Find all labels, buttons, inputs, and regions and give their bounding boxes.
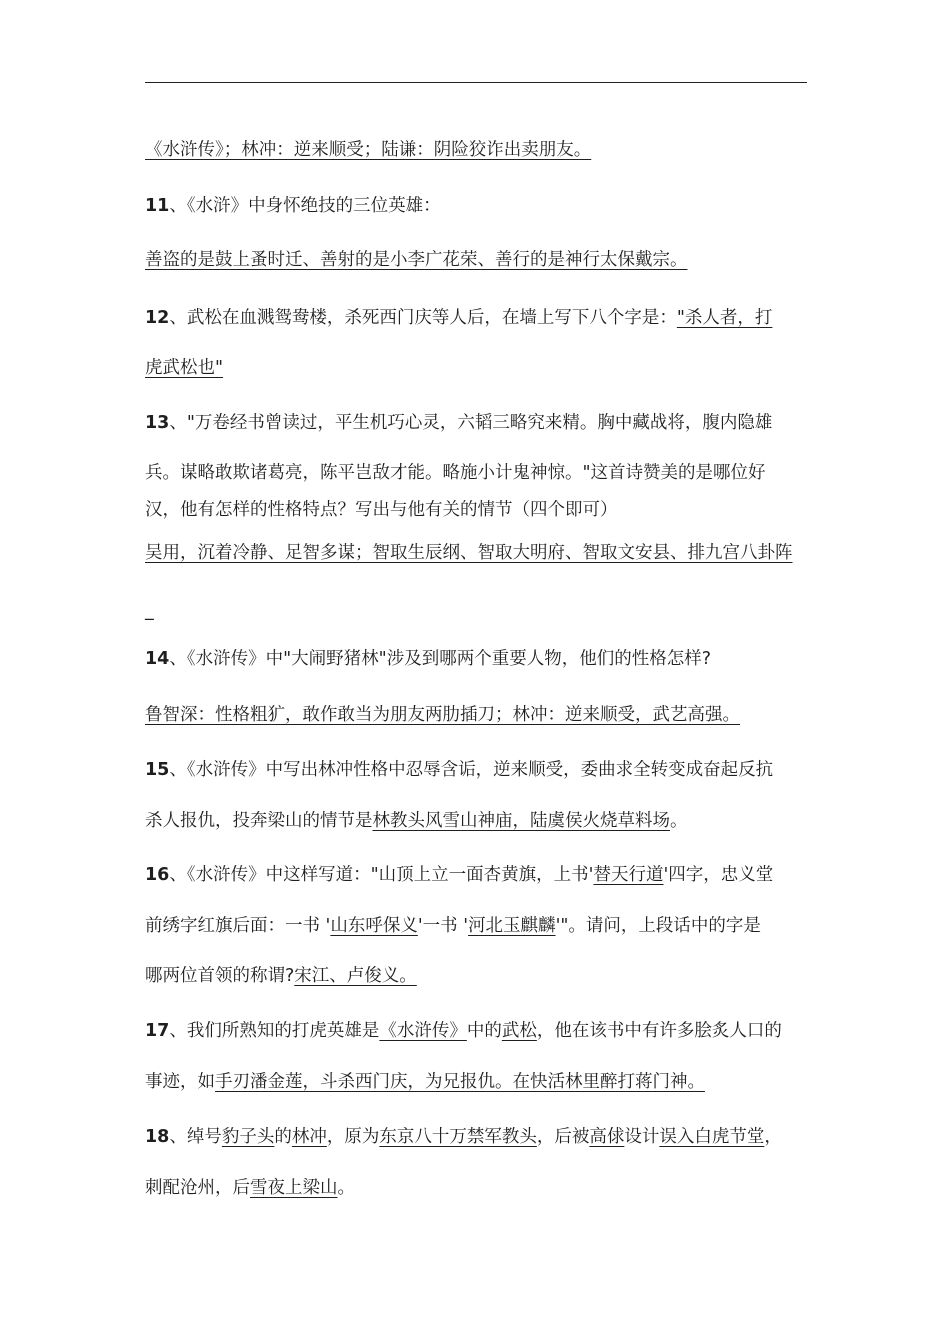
text-line [145,305,772,331]
text-line [145,1069,705,1095]
text-line [145,702,740,728]
answer-text: 东京八十万禁军教头 [379,1127,537,1147]
question-number: 16 [145,865,170,885]
text-segment: 设计 [624,1127,660,1147]
answer-text: 鲁智深：性格粗犷，敢作敢当为朋友两肋插刀；林冲：逆来顺受，武艺高强。 [145,705,740,725]
text-segment: 兵。谋略敢欺诸葛亮，陈平岂敌才能。略施小计鬼神惊。"这首诗赞美的是哪位好 [145,463,766,483]
answer-text: 误入白虎节堂 [659,1127,765,1147]
text-line [145,598,154,624]
answer-text: 雪夜上梁山 [250,1178,338,1198]
answer-text: 宋江、卢俊义。 [294,966,417,986]
text-segment: 、《水浒》中身怀绝技的三位英雄： [169,196,441,216]
text-line [145,1124,782,1150]
question-number: 13 [145,413,170,433]
text-segment: 汉，他有怎样的性格特点？写出与他有关的情节（四个即可） [145,500,618,520]
text-segment: 哪两位首领的称谓? [145,966,295,986]
question-number: 14 [145,649,170,669]
text-segment: 杀人报仇，投奔梁山的情节是 [145,811,373,831]
answer-text: 善盗的是鼓上蚤时迁、善射的是小李广花荣、善行的是神行太保戴宗。 [145,250,688,270]
text-segment: _ [145,601,154,621]
text-segment: ， [764,1127,782,1147]
answer-text: 手刃潘金莲，斗杀西门庆，为兄报仇。在快活林里醉打蒋门神。 [215,1072,705,1092]
text-segment: 、《水浒传》中写出林冲性格中忍辱含诟，逆来顺受，委曲求全转变成奋起反抗 [169,760,774,780]
text-line [145,193,441,219]
answer-text: 高俅 [589,1127,625,1147]
text-line [145,137,591,163]
text-segment: '一书 ' [417,916,469,936]
answer-text: 林冲 [291,1127,327,1147]
text-segment: ，原为 [326,1127,380,1147]
text-segment: '"。请问，上段话中的字是 [555,916,761,936]
text-segment: 、绰号 [169,1127,222,1147]
text-segment: 、我们所熟知的打虎英雄是 [169,1021,380,1041]
text-line [145,497,618,523]
text-line [145,862,773,888]
text-segment: 刺配沧州，后 [145,1178,250,1198]
text-segment: 。 [337,1178,355,1198]
text-line [145,757,773,783]
text-line [145,1018,782,1044]
answer-text: 豹子头 [221,1127,275,1147]
text-segment: 事迹，如 [145,1072,215,1092]
text-segment: 、"万卷经书曾读过，平生机巧心灵，六韬三略究来精。胸中藏战将，腹内隐雄 [169,413,773,433]
text-segment: 前绣字红旗后面：一书 ' [145,916,331,936]
text-segment: '四字，忠义堂 [663,865,774,885]
answer-text: 替天行道 [593,865,664,885]
text-line [145,355,223,381]
text-line [145,410,772,436]
answer-text: 《水浒传》 [379,1021,467,1041]
answer-text: 《水浒传》；林冲：逆来顺受；陆谦：阴险狡诈出卖朋友。 [145,140,592,160]
text-line [145,646,711,672]
text-line [145,247,688,273]
text-segment: 中的 [466,1021,502,1041]
text-segment: 、武松在血溅鸳鸯楼，杀死西门庆等人后，在墙上写下八个字是： [169,308,677,328]
answer-text: 吴用，沉着冷静、足智多谋；智取生辰纲、智取大明府、智取文安县、排九宫八卦阵 [145,543,793,563]
question-number: 12 [145,308,170,328]
text-line [145,963,417,989]
question-number: 18 [145,1127,170,1147]
text-line [145,913,761,939]
text-segment: ，后被 [536,1127,590,1147]
answer-text: 林教头风雪山神庙，陆虞侯火烧草料场 [372,811,670,831]
text-segment: ，他在该书中有许多脍炙人口的 [536,1021,782,1041]
question-number: 15 [145,760,170,780]
answer-text: 山东呼保义 [330,916,418,936]
text-segment: 的 [274,1127,292,1147]
text-line [145,808,688,834]
text-segment: 、《水浒传》中"大闹野猪林"涉及到哪两个重要人物，他们的性格怎样? [169,649,711,669]
answer-text: "杀人者，打 [676,308,773,328]
question-number: 11 [145,196,170,216]
text-line [145,1175,355,1201]
header-rule [145,82,807,83]
answer-text: 虎武松也" [145,358,224,378]
answer-text: 河北玉麒麟 [468,916,556,936]
text-segment: 、《水浒传》中这样写道："山顶上立一面杏黄旗，上书' [169,865,594,885]
text-line [145,540,793,566]
text-line [145,460,766,486]
question-number: 17 [145,1021,170,1041]
text-segment: 。 [670,811,688,831]
answer-text: 武松 [501,1021,537,1041]
